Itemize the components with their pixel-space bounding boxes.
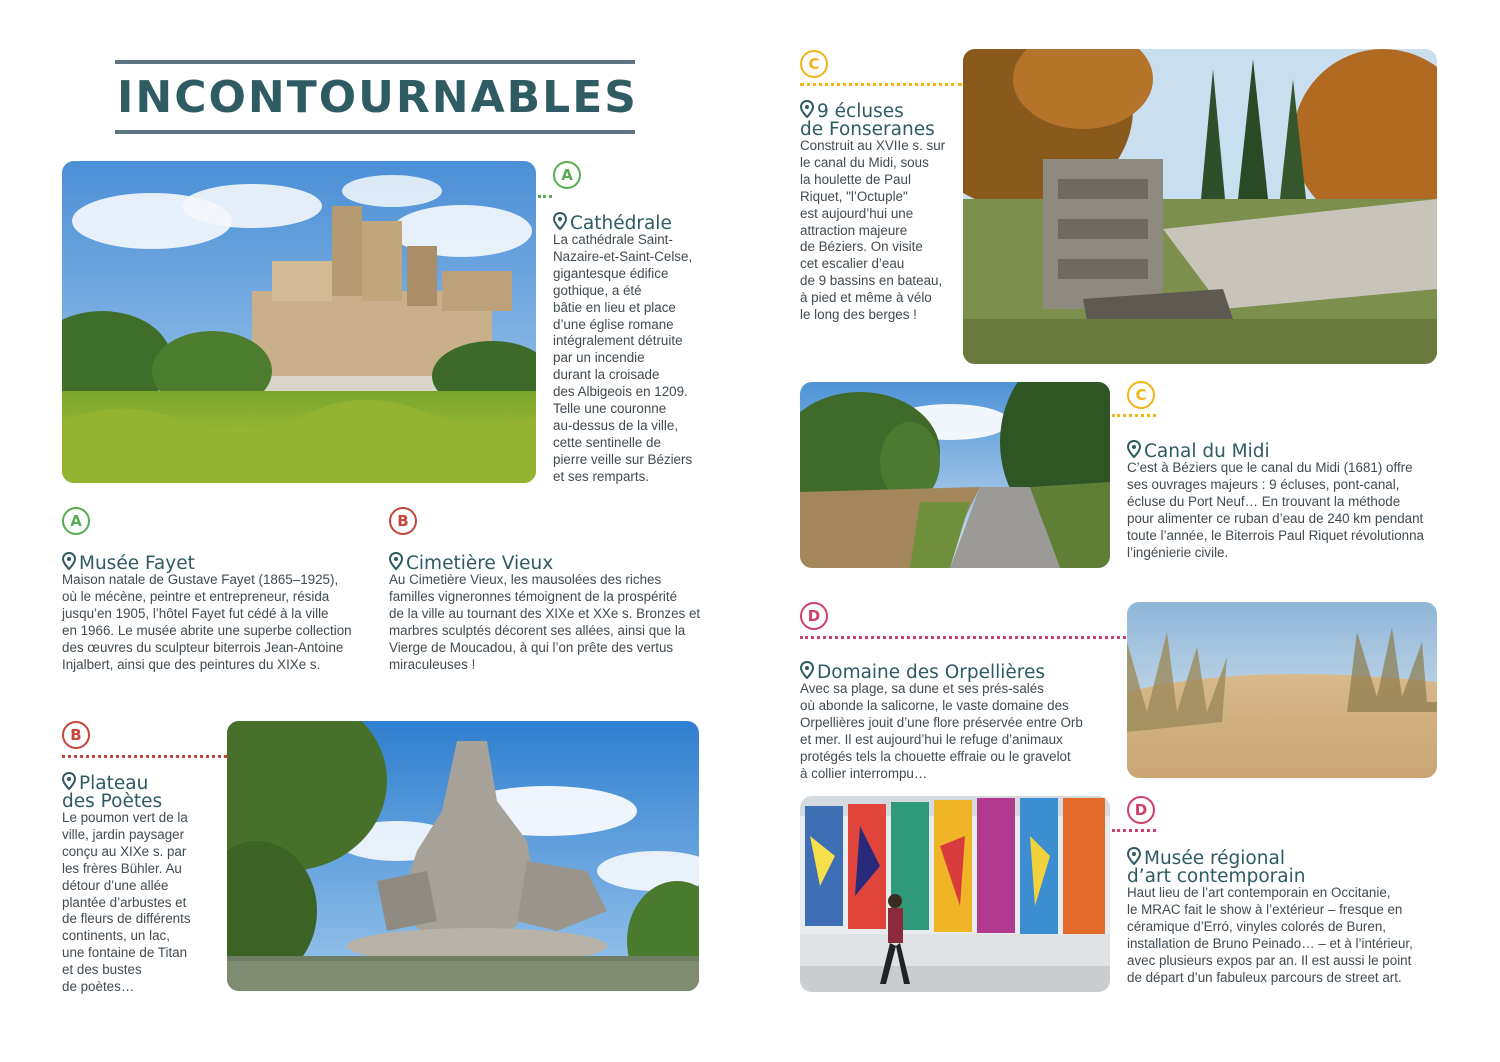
cimetiere-heading	[389, 552, 553, 573]
orpellieres-text: Avec sa plage, sa dune et ses prés-salés où abonde la salicorne, le vaste domaine des Orpellières jouit d’une flore préservée entre Orb et mer. Il est aujourd’hui le refuge d’animaux protégés tels la chouette effraie ou le gravelot à collier interrompu…	[800, 681, 1083, 781]
map-pin-icon	[1127, 440, 1141, 458]
cathedrale-photo	[62, 161, 536, 483]
fayet-text: Maison natale de Gustave Fayet (1865–1925), où le mécène, peintre et entrepreneur, résida jusqu’en 1905, l’hôtel Fayet fut cédé à la ville en 1966. Le musée abrite une superbe collection des œuvres du sculpteur biterrois Jean-Antoine Injalbert, ainsi que des peintures du XIXe s.	[62, 572, 352, 672]
plateau-photo	[227, 721, 699, 991]
title-rule-bottom	[115, 130, 635, 134]
plateau-title-line2: des Poètes	[62, 791, 163, 812]
fayet-heading	[62, 552, 195, 573]
title-rule-top	[115, 60, 635, 64]
canal-title: Canal du Midi	[1144, 441, 1270, 462]
orpellieres-photo	[1127, 602, 1437, 778]
leader-dots-cathedrale	[538, 195, 552, 198]
plateau-title-line1: Plateau	[79, 773, 149, 794]
badge-d-orpellieres: D	[800, 602, 828, 630]
cathedrale-heading	[553, 212, 672, 233]
cimetiere-title: Cimetière Vieux	[406, 553, 554, 574]
map-pin-icon	[62, 772, 76, 790]
ecluses-photo	[963, 49, 1437, 364]
map-pin-icon	[1127, 847, 1141, 865]
ecluses-title-line1: 9 écluses	[817, 101, 904, 122]
map-pin-icon	[800, 661, 814, 679]
plateau-text: Le poumon vert de la ville, jardin paysager conçu au XIXe s. par les frères Bühler. Au détour d’une allée plantée d’arbustes et de fleurs de différents continents, un lac, une fontaine de Titan et des bustes de poètes…	[62, 810, 191, 995]
canal-photo	[800, 382, 1110, 568]
map-pin-icon	[553, 212, 567, 230]
orpellieres-heading	[800, 661, 1045, 682]
map-pin-icon	[62, 552, 76, 570]
leader-dots-ecluses	[800, 83, 962, 86]
mrac-title-line2: d’art contemporain	[1127, 866, 1306, 887]
cimetiere-text: Au Cimetière Vieux, les mausolées des riches familles vigneronnes témoignent de la prospérité de la ville au tournant des XIXe et XXe s. Bronzes et marbres sculptés décorent ses allées, ainsi que la Vierge de Moucadou, à qui l’on prête des vertus miraculeuses !	[389, 572, 701, 672]
leader-dots-canal	[1112, 414, 1156, 417]
mrac-text: Haut lieu de l’art contemporain en Occitanie, le MRAC fait le show à l’extérieur – fresque en céramique d’Erró, vinyles colorés de Buren, installation de Bruno Peinado… – et à l’intérieur, avec plusieurs expos par an. Il est aussi le point de départ d’un fabuleux parcours de street art.	[1127, 885, 1413, 985]
fayet-title: Musée Fayet	[79, 553, 195, 574]
badge-a-fayet: A	[62, 507, 90, 535]
mrac-photo	[800, 796, 1110, 992]
badge-a-cathedrale: A	[553, 161, 581, 189]
badge-c-ecluses: C	[800, 50, 828, 78]
badge-b-cimetiere: B	[389, 507, 417, 535]
mrac-title-line1: Musée régional	[1144, 848, 1285, 869]
ecluses-heading	[800, 100, 935, 139]
map-pin-icon	[389, 552, 403, 570]
canal-heading	[1127, 440, 1270, 461]
cathedrale-text: La cathédrale Saint- Nazaire-et-Saint-Celse, gigantesque édifice gothique, a été bâtie en lieu et place d’une église romane intégralement détruite par un incendie durant la croisade des Albigeois en 1209. Telle une couronne au-dessus de la ville, cette sentinelle de pierre veille sur Béziers et ses remparts.	[553, 232, 693, 484]
mrac-heading	[1127, 847, 1305, 886]
page-title: INCONTOURNABLES	[117, 72, 638, 123]
cathedrale-title: Cathédrale	[570, 213, 672, 234]
canal-text: C’est à Béziers que le canal du Midi (1681) offre ses ouvrages majeurs : 9 écluses, pont-canal, écluse du Port Neuf… En trouvant la méthode pour alimenter ce ruban d’eau de 240 km pendant toute l’année, le Biterrois Paul Riquet révolutionna l’ingénierie civile.	[1127, 460, 1425, 560]
badge-c-canal: C	[1127, 381, 1155, 409]
ecluses-text: Construit au XVIIe s. sur le canal du Midi, sous la houlette de Paul Riquet, "l’Octuple" est aujourd’hui une attraction majeure de Béziers. On visite cet escalier d’eau de 9 bassins en bateau, à pied et même à vélo le long des berges !	[800, 138, 946, 323]
leader-dots-orpellieres	[800, 636, 1126, 639]
leader-dots-mrac	[1112, 829, 1156, 832]
leader-dots-plateau	[62, 755, 227, 758]
ecluses-title-line2: de Fonseranes	[800, 119, 935, 140]
orpellieres-title: Domaine des Orpellières	[817, 662, 1046, 683]
plateau-heading	[62, 772, 162, 811]
map-pin-icon	[800, 100, 814, 118]
badge-d-mrac: D	[1127, 796, 1155, 824]
badge-b-plateau: B	[62, 721, 90, 749]
